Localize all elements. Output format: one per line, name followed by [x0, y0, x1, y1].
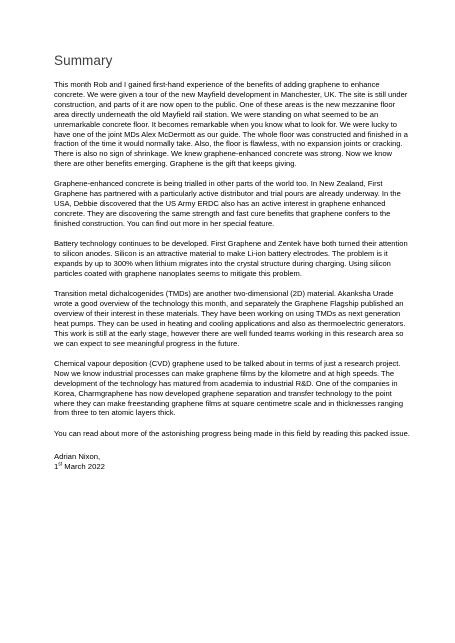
paragraph-battery: Battery technology continues to be developed. First Graphene and Zentek have both turned their attention to silicon anodes. Silicon is an attractive material to make Li-ion battery electrodes. The problem is it expands by up to 300% when lithium migrates into the crystal structure during charging. Using silicon particles coated with graphene nanoplates seems to mitigate this problem. — [54, 239, 408, 278]
page-title: Summary — [54, 53, 113, 68]
date-month-year: March 2022 — [62, 461, 105, 471]
signoff — [54, 452, 410, 472]
paragraph-concrete-tour: This month Rob and I gained first-hand experience of the benefits of adding graphene to enhance concrete. We were given a tour of the new Mayfield development in Manchester, UK. The site is still under construction, and parts of it are now open to the public. One of these areas is the new mezzanine floor area directly underneath the old Mayfield rail station. We were standing on what seemed to be an unremarkable concrete floor. It becomes remarkable when you know what to look for. We were lucky to have one of the joint MDs Alex McDermott as our guide. The whole floor was constructed and finished in a fraction of the time it would normally take. Also, the floor is flawless, with no expansion joints or cracking. There is also no sign of shrinkage. We knew graphene-enhanced concrete was strong. Now we know there are other benefits emerging. Graphene is the gift that keeps giving. — [54, 80, 408, 169]
date-day: 1 — [54, 461, 59, 471]
paragraph-concrete-trials: Graphene-enhanced concrete is being trialled in other parts of the world too. In New Zealand, First Graphene has partnered with a particularly active distributor and trial pours are already underway. In the USA, Debbie discovered that the US Army ERDC also has an active interest in graphene enhanced concrete. They are discovering the same strength and fast cure benefits that graphene confers to the finished construction. You can find out more in her special feature. — [54, 179, 401, 229]
author-name: Adrian Nixon, — [54, 451, 101, 461]
date-ordinal-suffix: st — [58, 461, 63, 468]
paragraph-closing: You can read about more of the astonishing progress being made in this field by reading this packed issue. — [54, 428, 410, 438]
summary-body — [54, 80, 410, 472]
paragraph-tmds: Transition metal dichalcogenides (TMDs) are another two-dimensional (2D) material. Akanksha Urade wrote a good overview of the technology this month, and separately the Graphene Flagship published an overview of their interest in these materials. They have been working on using TMDs as next generation heat pumps. They can be used in heating and cooling applications and also as thermoelectric generators. This work is still at the early stage, however there are well funded teams working in this research area so we can expect to see meaningful progress in the future. — [54, 289, 406, 348]
paragraph-cvd: Chemical vapour deposition (CVD) graphene used to be talked about in terms of just a research project. Now we know industrial processes can make graphene films by the kilometre and at high speeds. The development of the technology has matured from academia to industrial R&D. One of the companies in Korea, Charmgraphene has now developed graphene separation and transfer technology to the point where they can make freestanding graphene films at square centimetre scale and in thicknesses ranging from three to ten atomic layers thick. — [54, 358, 404, 418]
signoff-date — [54, 462, 410, 472]
